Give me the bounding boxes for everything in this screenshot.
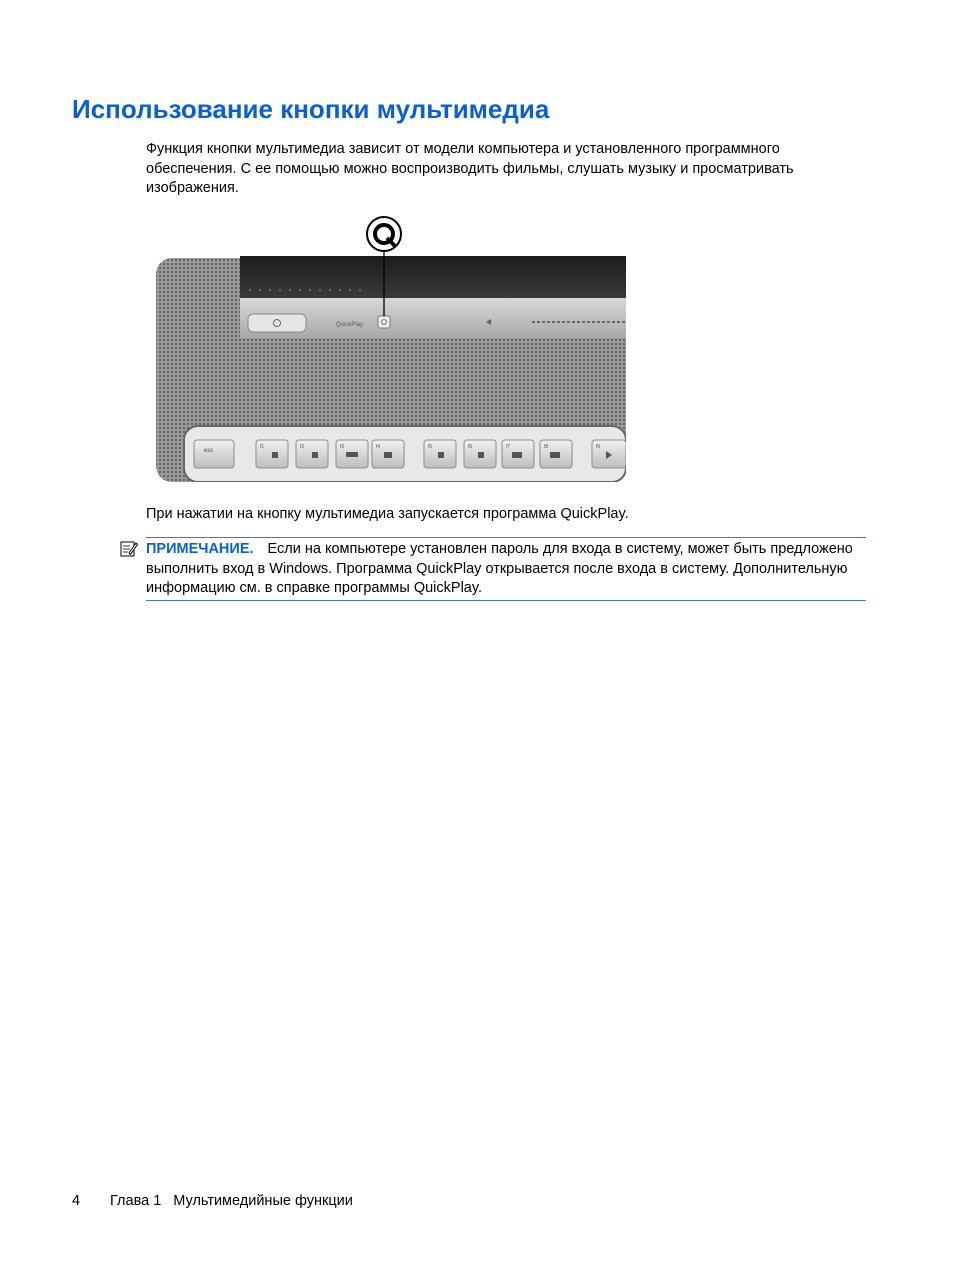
fn-key-label: f5 xyxy=(428,444,433,450)
svg-text:esc: esc xyxy=(204,448,214,454)
page-title: Использование кнопки мультимедиа xyxy=(72,94,550,124)
esc-key xyxy=(194,440,234,468)
power-button xyxy=(248,314,306,332)
note-box xyxy=(146,537,866,601)
callout-circle xyxy=(367,217,401,251)
chapter-number: Глава 1 xyxy=(110,1193,162,1209)
fn-key-label: f3 xyxy=(340,444,345,450)
fn-key-label: f6 xyxy=(468,444,473,450)
page-number: 4 xyxy=(72,1193,81,1209)
quickplay-paragraph: При нажатии на кнопку мультимедиа запускается программа QuickPlay. xyxy=(146,506,629,522)
multimedia-button xyxy=(378,316,390,328)
fn-key-label: f9 xyxy=(596,444,601,450)
fn-key-label: f1 xyxy=(260,444,265,450)
note-icon xyxy=(120,540,138,558)
fn-key-label: f7 xyxy=(506,444,511,450)
note-label: ПРИМЕЧАНИЕ. xyxy=(146,541,254,557)
quickplay-strip-label: QuickPlay xyxy=(336,322,364,328)
intro-paragraph: Функция кнопки мультимедиа зависит от модели компьютера и установленного программного обеспечения. С ее помощью можно воспроизводить фильмы, слушать музыку и просматривать изображения. xyxy=(146,141,794,196)
fn-key-label: f2 xyxy=(300,444,305,450)
chapter-title: Мультимедийные функции xyxy=(173,1193,353,1209)
fn-key-label: f4 xyxy=(376,444,381,450)
page-footer xyxy=(72,1193,353,1209)
hinge-bar xyxy=(240,256,626,298)
note-text: Если на компьютере установлен пароль для входа в систему, может быть предложено выполнить вход в Windows. Программа QuickPlay открывается после входа в систему. Дополнительную информацию см. в справке программы QuickPlay. xyxy=(146,541,853,596)
fn-key-label: f8 xyxy=(544,444,549,450)
laptop-multimedia-button-illustration xyxy=(150,214,626,482)
